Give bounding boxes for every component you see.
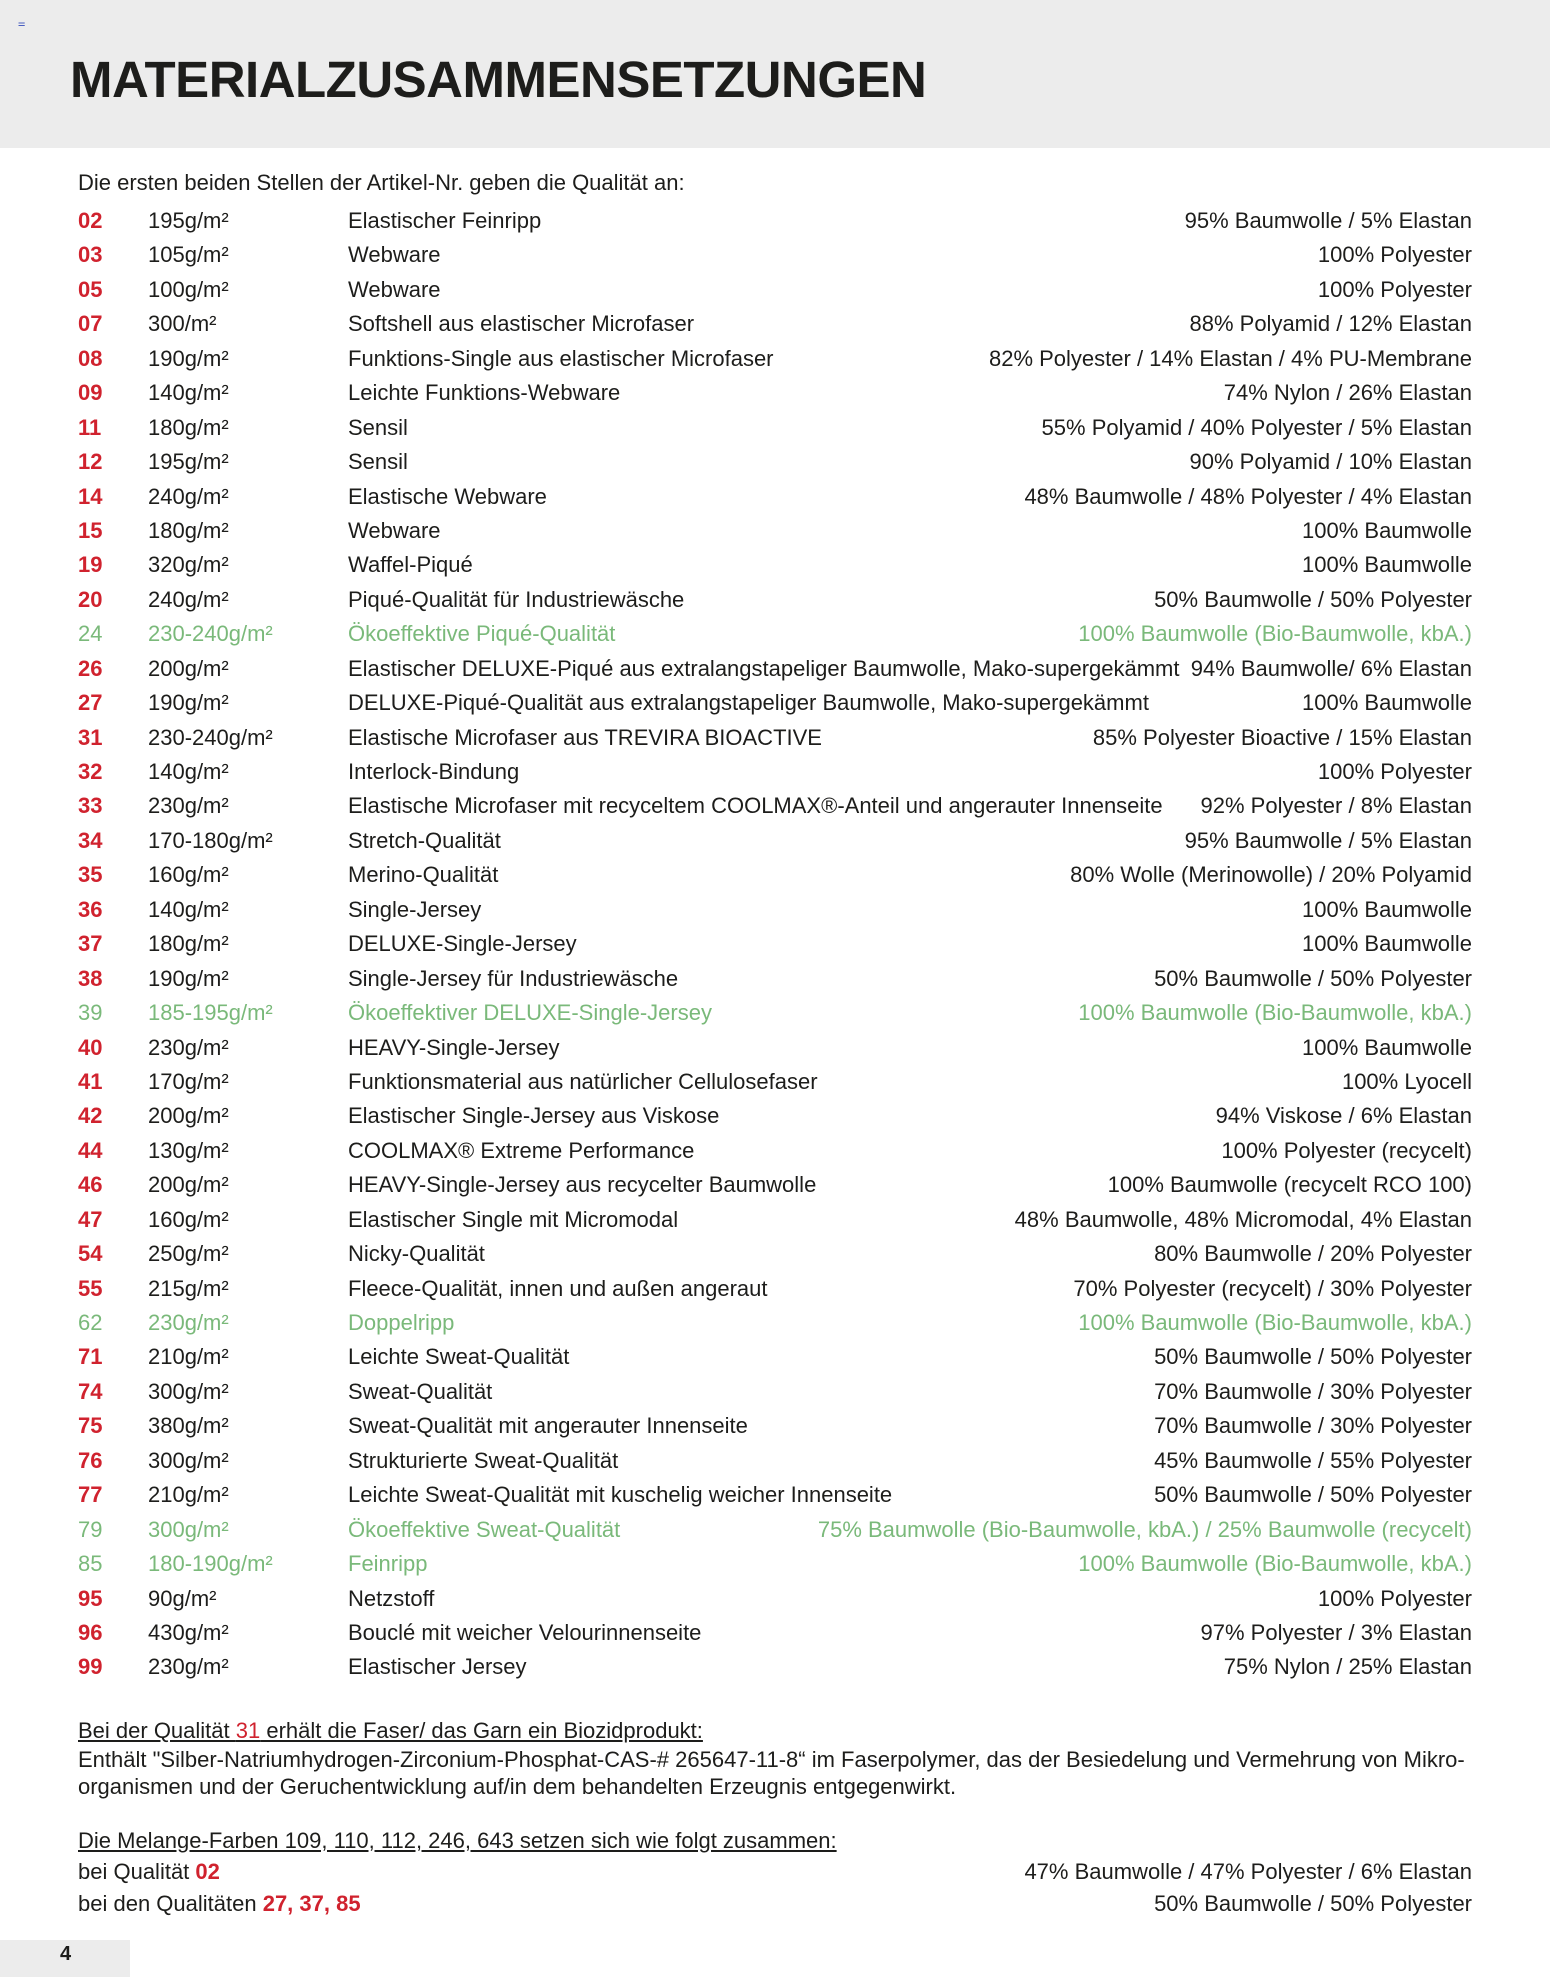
- fabric-description: Merino-Qualität: [348, 862, 499, 888]
- fabric-weight: 195g/m²: [148, 449, 229, 475]
- fabric-weight: 215g/m²: [148, 1275, 229, 1301]
- fabric-description: Elastischer DELUXE-Piqué aus extralangstapeliger Baumwolle, Mako-supergekämmt: [348, 655, 1180, 681]
- material-composition: 80% Wolle (Merinowolle) / 20% Polyamid: [1070, 862, 1472, 888]
- quality-code: 08: [78, 345, 103, 371]
- fabric-description: Feinripp: [348, 1551, 428, 1577]
- fabric-description: Webware: [348, 517, 441, 543]
- fabric-weight: 200g/m²: [148, 1172, 229, 1198]
- quality-row: [78, 1134, 1472, 1168]
- quality-code: 75: [78, 1413, 103, 1439]
- quality-code: 96: [78, 1619, 103, 1645]
- material-composition: 55% Polyamid / 40% Polyester / 5% Elastan: [1041, 414, 1472, 440]
- fabric-weight: 105g/m²: [148, 242, 229, 268]
- melange-label: bei den Qualitäten: [78, 1891, 263, 1916]
- fabric-description: DELUXE-Piqué-Qualität aus extralangstapeliger Baumwolle, Mako-supergekämmt: [348, 690, 1149, 716]
- material-composition: 100% Baumwolle: [1302, 931, 1472, 957]
- fabric-description: Elastischer Single mit Micromodal: [348, 1206, 679, 1232]
- quality-row: [78, 1340, 1472, 1374]
- quality-code: 42: [78, 1103, 103, 1129]
- quality-row: [78, 789, 1472, 823]
- quality-code: 33: [78, 793, 103, 819]
- material-composition: 80% Baumwolle / 20% Polyester: [1154, 1241, 1472, 1267]
- fabric-weight: 210g/m²: [148, 1482, 229, 1508]
- fabric-description: Sweat-Qualität: [348, 1378, 493, 1404]
- quality-code: 55: [78, 1275, 103, 1301]
- melange-codes: 27, 37, 85: [262, 1891, 361, 1916]
- quality-code: 09: [78, 380, 103, 406]
- melange-composition: 50% Baumwolle / 50% Polyester: [1154, 1891, 1472, 1916]
- material-composition: 74% Nylon / 26% Elastan: [1223, 380, 1472, 406]
- quality-row: [78, 962, 1472, 996]
- fabric-description: Elastischer Single-Jersey aus Viskose: [348, 1103, 720, 1129]
- fabric-description: Funktionsmaterial aus natürlicher Cellulosefaser: [348, 1068, 818, 1094]
- quality-row: [78, 583, 1472, 617]
- fabric-weight: 180-190g/m²: [148, 1551, 273, 1577]
- quality-row: [78, 480, 1472, 514]
- fabric-description: HEAVY-Single-Jersey aus recycelter Baumwolle: [348, 1172, 817, 1198]
- fabric-description: Elastische Webware: [348, 483, 547, 509]
- quality-row: [78, 893, 1472, 927]
- fabric-weight: 180g/m²: [148, 931, 229, 957]
- fabric-description: DELUXE-Single-Jersey: [348, 931, 577, 957]
- material-composition: 100% Baumwolle: [1302, 1034, 1472, 1060]
- fabric-description: Ökoeffektive Sweat-Qualität: [348, 1516, 621, 1542]
- fabric-description: Stretch-Qualität: [348, 827, 501, 853]
- quality-row: [78, 1582, 1472, 1616]
- quality-row: [78, 1616, 1472, 1650]
- biocide-heading-before: Bei der Qualität: [78, 1718, 236, 1743]
- fabric-description: Waffel-Piqué: [348, 552, 473, 578]
- melange-row: [78, 1856, 1472, 1888]
- page-header: [0, 0, 1550, 148]
- fabric-weight: 240g/m²: [148, 586, 229, 612]
- quality-code: 62: [78, 1310, 103, 1335]
- quality-row: [78, 1478, 1472, 1512]
- fabric-description: Elastischer Jersey: [348, 1654, 527, 1680]
- fabric-weight: 190g/m²: [148, 965, 229, 991]
- quality-row: [78, 273, 1472, 307]
- fabric-weight: 100g/m²: [148, 276, 229, 302]
- material-composition: 90% Polyamid / 10% Elastan: [1189, 449, 1472, 475]
- fabric-weight: 300g/m²: [148, 1378, 229, 1404]
- quality-code: 02: [78, 208, 103, 233]
- quality-code: 19: [78, 552, 103, 578]
- material-composition: 75% Nylon / 25% Elastan: [1223, 1654, 1472, 1680]
- fabric-description: Leichte Funktions-Webware: [348, 380, 621, 406]
- quality-code: 27: [78, 690, 103, 716]
- fabric-weight: 240g/m²: [148, 483, 229, 509]
- fabric-description: Strukturierte Sweat-Qualität: [348, 1447, 619, 1473]
- fabric-weight: 160g/m²: [148, 862, 229, 888]
- fabric-description: Leichte Sweat-Qualität: [348, 1344, 570, 1370]
- quality-code: 12: [78, 449, 103, 475]
- melange-heading: Die Melange-Farben 109, 110, 112, 246, 643 setzen sich wie folgt zusammen:: [78, 1828, 837, 1853]
- melange-row: [78, 1888, 1472, 1920]
- fabric-description: Webware: [348, 276, 441, 302]
- material-composition: 100% Baumwolle: [1302, 552, 1472, 578]
- fabric-weight: 140g/m²: [148, 759, 229, 784]
- fabric-weight: 185-195g/m²: [148, 1000, 273, 1026]
- fabric-description: Fleece-Qualität, innen und außen angeraut: [348, 1275, 768, 1301]
- material-composition: 100% Polyester: [1317, 276, 1472, 302]
- quality-code: 74: [78, 1378, 103, 1404]
- quality-code: 71: [78, 1344, 103, 1370]
- fabric-weight: 230g/m²: [148, 1034, 229, 1060]
- quality-row: [78, 617, 1472, 651]
- melange-codes: 02: [195, 1859, 220, 1884]
- quality-code: 36: [78, 896, 103, 922]
- material-composition: 100% Polyester: [1317, 242, 1472, 268]
- melange-label: bei Qualität: [78, 1859, 196, 1884]
- material-composition: 48% Baumwolle, 48% Micromodal, 4% Elastan: [1014, 1206, 1472, 1232]
- material-composition: 100% Baumwolle (Bio-Baumwolle, kbA.): [1078, 1000, 1472, 1026]
- corner-mark: =: [18, 17, 26, 31]
- quality-row: [78, 686, 1472, 720]
- fabric-description: Piqué-Qualität für Industriewäsche: [348, 586, 685, 612]
- material-composition: 75% Baumwolle (Bio-Baumwolle, kbA.) / 25% Baumwolle (recycelt): [817, 1516, 1472, 1542]
- fabric-description: Funktions-Single aus elastischer Microfaser: [348, 345, 774, 371]
- material-composition: 70% Baumwolle / 30% Polyester: [1154, 1378, 1472, 1404]
- fabric-weight: 380g/m²: [148, 1413, 229, 1439]
- fabric-description: Sensil: [348, 449, 408, 475]
- quality-row: [78, 1168, 1472, 1202]
- quality-code: 76: [78, 1447, 103, 1473]
- fabric-description: HEAVY-Single-Jersey: [348, 1034, 560, 1060]
- quality-code: 24: [78, 621, 103, 647]
- quality-code: 44: [78, 1137, 103, 1163]
- quality-code: 46: [78, 1172, 103, 1198]
- quality-code: 35: [78, 862, 103, 888]
- quality-row: [78, 1650, 1472, 1684]
- quality-code: 20: [78, 586, 103, 612]
- quality-row: [78, 1099, 1472, 1133]
- material-composition: 50% Baumwolle / 50% Polyester: [1154, 1482, 1472, 1508]
- material-composition: 100% Lyocell: [1341, 1068, 1472, 1094]
- quality-row: [78, 342, 1472, 376]
- quality-row: [78, 755, 1472, 789]
- quality-code: 37: [78, 931, 103, 957]
- quality-row: [78, 1513, 1472, 1547]
- fabric-description: Nicky-Qualität: [348, 1241, 485, 1267]
- material-composition: 100% Baumwolle (Bio-Baumwolle, kbA.): [1078, 1551, 1472, 1577]
- biocide-note-heading: [78, 1718, 703, 1744]
- quality-row: [78, 376, 1472, 410]
- fabric-weight: 250g/m²: [148, 1241, 229, 1267]
- fabric-weight: 140g/m²: [148, 380, 229, 406]
- material-composition: 97% Polyester / 3% Elastan: [1200, 1619, 1472, 1645]
- fabric-description: Interlock-Bindung: [348, 759, 520, 784]
- material-composition: 50% Baumwolle / 50% Polyester: [1154, 586, 1472, 612]
- quality-row: [78, 238, 1472, 272]
- fabric-description: Sensil: [348, 414, 408, 440]
- fabric-weight: 180g/m²: [148, 414, 229, 440]
- fabric-description: Bouclé mit weicher Velourinnenseite: [348, 1619, 702, 1645]
- material-composition: 100% Polyester: [1317, 759, 1472, 784]
- quality-row: [78, 652, 1472, 686]
- fabric-description: Doppelripp: [348, 1310, 455, 1335]
- quality-row: [78, 514, 1472, 548]
- material-composition: 45% Baumwolle / 55% Polyester: [1154, 1447, 1472, 1473]
- quality-row: [78, 996, 1472, 1030]
- quality-row: [78, 307, 1472, 341]
- quality-row: [78, 824, 1472, 858]
- fabric-weight: 300g/m²: [148, 1447, 229, 1473]
- quality-row: [78, 1237, 1472, 1271]
- quality-table: [78, 204, 1472, 1685]
- fabric-weight: 300/m²: [148, 311, 217, 337]
- quality-code: 05: [78, 276, 103, 302]
- quality-code: 15: [78, 517, 103, 543]
- material-composition: 100% Baumwolle (Bio-Baumwolle, kbA.): [1078, 1310, 1472, 1335]
- quality-code: 34: [78, 827, 103, 853]
- fabric-weight: 230g/m²: [148, 793, 229, 819]
- quality-code: 41: [78, 1068, 103, 1094]
- fabric-description: Leichte Sweat-Qualität mit kuschelig weicher Innenseite: [348, 1482, 893, 1508]
- fabric-description: Single-Jersey: [348, 896, 482, 922]
- melange-composition: 47% Baumwolle / 47% Polyester / 6% Elastan: [1024, 1859, 1472, 1884]
- material-composition: 70% Polyester (recycelt) / 30% Polyester: [1073, 1275, 1472, 1301]
- material-composition: 92% Polyester / 8% Elastan: [1200, 793, 1472, 819]
- fabric-description: COOLMAX® Extreme Performance: [348, 1137, 695, 1163]
- quality-code: 14: [78, 483, 103, 509]
- material-composition: 48% Baumwolle / 48% Polyester / 4% Elastan: [1024, 483, 1472, 509]
- quality-code: 03: [78, 242, 103, 268]
- fabric-weight: 230g/m²: [148, 1310, 229, 1335]
- quality-row: [78, 1272, 1472, 1306]
- fabric-description: Elastische Microfaser aus TREVIRA BIOACTIVE: [348, 724, 822, 750]
- material-composition: 94% Baumwolle/ 6% Elastan: [1190, 655, 1472, 681]
- material-composition: 95% Baumwolle / 5% Elastan: [1184, 827, 1472, 853]
- quality-code: 77: [78, 1482, 103, 1508]
- fabric-weight: 170-180g/m²: [148, 827, 273, 853]
- quality-row: [78, 445, 1472, 479]
- quality-row: [78, 1306, 1472, 1340]
- material-composition: 100% Baumwolle (Bio-Baumwolle, kbA.): [1078, 621, 1472, 647]
- quality-row: [78, 721, 1472, 755]
- material-composition: 100% Baumwolle: [1302, 517, 1472, 543]
- quality-code: 47: [78, 1206, 103, 1232]
- fabric-description: Sweat-Qualität mit angerauter Innenseite: [348, 1413, 748, 1439]
- fabric-description: Single-Jersey für Industriewäsche: [348, 965, 679, 991]
- material-composition: 88% Polyamid / 12% Elastan: [1189, 311, 1472, 337]
- biocide-heading-after: erhält die Faser/ das Garn ein Biozidprodukt:: [260, 1718, 703, 1743]
- material-composition: 50% Baumwolle / 50% Polyester: [1154, 1344, 1472, 1370]
- material-composition: 100% Baumwolle (recycelt RCO 100): [1107, 1172, 1472, 1198]
- quality-row: [78, 1031, 1472, 1065]
- material-composition: 100% Baumwolle: [1302, 690, 1472, 716]
- page-number: 4: [60, 1943, 72, 1965]
- fabric-weight: 170g/m²: [148, 1068, 229, 1094]
- fabric-weight: 210g/m²: [148, 1344, 229, 1370]
- fabric-weight: 200g/m²: [148, 1103, 229, 1129]
- fabric-description: Elastische Microfaser mit recyceltem COOLMAX®-Anteil und angerauter Innenseite: [348, 793, 1163, 819]
- biocide-note-body: Enthält "Silber-Natriumhydrogen-Zirconium-Phosphat-CAS-# 265647-11-8“ im Faserpolymer, das der Besiedelung und Vermehrung von Mikro-organismen und der Geruchentwicklung auf/in dem behandelten Erzeugnis entgegenwirkt.: [78, 1747, 1465, 1799]
- fabric-weight: 160g/m²: [148, 1206, 229, 1232]
- fabric-weight: 90g/m²: [148, 1585, 217, 1611]
- material-composition: 70% Baumwolle / 30% Polyester: [1154, 1413, 1472, 1439]
- quality-code: 79: [78, 1516, 103, 1542]
- quality-code: 99: [78, 1654, 103, 1680]
- quality-row: [78, 411, 1472, 445]
- quality-code: 26: [78, 655, 103, 681]
- quality-row: [78, 1547, 1472, 1581]
- quality-code: 11: [78, 414, 102, 440]
- material-composition: 95% Baumwolle / 5% Elastan: [1184, 208, 1472, 233]
- intro-text: Die ersten beiden Stellen der Artikel-Nr. geben die Qualität an:: [78, 170, 685, 195]
- material-composition: 94% Viskose / 6% Elastan: [1215, 1103, 1472, 1129]
- quality-code: 07: [78, 311, 103, 337]
- material-composition: 82% Polyester / 14% Elastan / 4% PU-Membrane: [988, 345, 1472, 371]
- material-composition: 100% Polyester (recycelt): [1221, 1137, 1472, 1163]
- quality-code: 38: [78, 965, 103, 991]
- fabric-weight: 230-240g/m²: [148, 724, 273, 750]
- quality-code: 31: [78, 724, 103, 750]
- quality-code: 40: [78, 1034, 103, 1060]
- biocide-heading-code: 31: [235, 1718, 261, 1743]
- fabric-weight: 320g/m²: [148, 552, 229, 578]
- fabric-weight: 430g/m²: [148, 1619, 229, 1645]
- fabric-weight: 140g/m²: [148, 896, 229, 922]
- quality-row: [78, 1409, 1472, 1443]
- quality-row: [78, 858, 1472, 892]
- fabric-weight: 200g/m²: [148, 655, 229, 681]
- fabric-description: Webware: [348, 242, 441, 268]
- fabric-description: Softshell aus elastischer Microfaser: [348, 311, 695, 337]
- fabric-description: Ökoeffektive Piqué-Qualität: [348, 621, 616, 647]
- fabric-description: Netzstoff: [348, 1585, 435, 1611]
- fabric-weight: 230-240g/m²: [148, 621, 273, 647]
- quality-row: [78, 1065, 1472, 1099]
- fabric-weight: 190g/m²: [148, 345, 229, 371]
- fabric-weight: 230g/m²: [148, 1654, 229, 1680]
- page-title: MATERIALZUSAMMENSETZUNGEN: [70, 51, 927, 108]
- fabric-description: Elastischer Feinripp: [348, 208, 542, 233]
- quality-row: [78, 548, 1472, 582]
- quality-code: 54: [78, 1241, 103, 1267]
- fabric-weight: 130g/m²: [148, 1137, 229, 1163]
- fabric-weight: 180g/m²: [148, 517, 229, 543]
- quality-row: [78, 1203, 1472, 1237]
- quality-row: [78, 927, 1472, 961]
- quality-code: 85: [78, 1551, 103, 1577]
- quality-code: 32: [78, 759, 103, 784]
- quality-row: [78, 1444, 1472, 1478]
- quality-row: [78, 1375, 1472, 1409]
- fabric-weight: 195g/m²: [148, 208, 229, 233]
- material-composition: 100% Polyester: [1317, 1585, 1472, 1611]
- fabric-weight: 190g/m²: [148, 690, 229, 716]
- quality-code: 39: [78, 1000, 103, 1026]
- material-composition: 85% Polyester Bioactive / 15% Elastan: [1092, 724, 1472, 750]
- material-composition: 50% Baumwolle / 50% Polyester: [1154, 965, 1472, 991]
- fabric-description: Ökoeffektiver DELUXE-Single-Jersey: [348, 1000, 712, 1026]
- fabric-weight: 300g/m²: [148, 1516, 229, 1542]
- quality-code: 95: [78, 1585, 103, 1611]
- material-composition: 100% Baumwolle: [1302, 896, 1472, 922]
- quality-row: [78, 204, 1472, 238]
